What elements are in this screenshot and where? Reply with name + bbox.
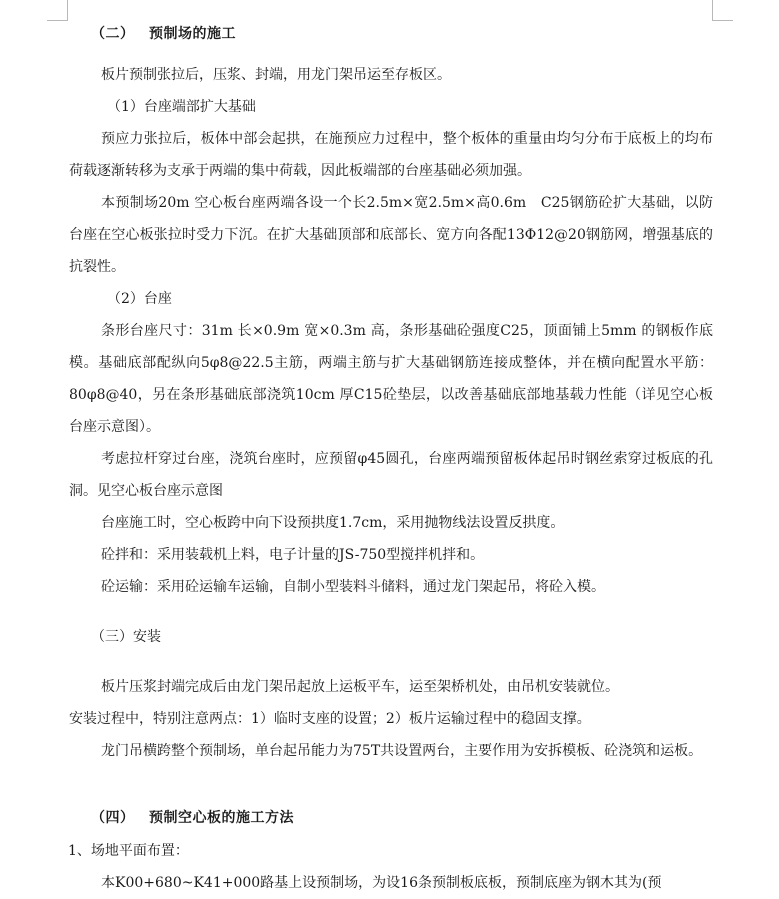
cutoff-text-line: 本K00+680~K41+000路基上设预制场，为设16条预制板底板，预制底座为钢木其为(预 <box>101 875 662 891</box>
page-corner-mark-right <box>712 0 733 21</box>
subsection-heading-2-1: （1）台座端部扩大基础 <box>107 99 256 115</box>
section-number: （四） <box>91 810 135 826</box>
paragraph: 条形台座尺寸：31m 长×0.9m 宽×0.3m 高，条形基础砼强度C25，顶面铺上5mm 的钢板作底模。基础底部配纵向5φ8@22.5主筋，两端主筋与扩大基础钢筋连接成整体，并在横向配置水平筋：80φ8@40，另在条形基础底部浇筑10cm 厚C15砼垫层，以改善基础底部地基载力性能（详见空心板台座示意图）。 <box>69 323 713 435</box>
paragraph: 板片压浆封端完成后由龙门架吊起放上运板平车，运至架桥机处，由吊机安装就位。 <box>101 679 619 695</box>
paragraph: 龙门吊横跨整个预制场，单台起吊能力为75T共设置两台，主要作用为安拆模板、砼浇筑和运板。 <box>101 743 703 759</box>
section-number: （二） <box>91 26 135 42</box>
paragraph: 安装过程中，特别注意两点：1）临时支座的设置；2）板片运输过程中的稳固支撑。 <box>69 711 591 727</box>
paragraph: 预应力张拉后，板体中部会起拱，在施预应力过程中，整个板体的重量由均匀分布于底板上的均布荷载逐渐转移为支承于两端的集中荷载，因此板端部的台座基础必须加强。 <box>69 131 713 179</box>
section-2-intro: 板片预制张拉后，压浆、封端，用龙门架吊运至存板区。 <box>101 67 451 83</box>
paragraph: 砼拌和：采用装载机上料，电子计量的JS-750型搅拌机拌和。 <box>101 547 485 563</box>
paragraph: 台座施工时，空心板跨中向下设预拱度1.7cm，采用抛物线法设置反拱度。 <box>101 515 565 531</box>
page-corner-mark-left <box>47 0 68 21</box>
document-body <box>68 19 713 891</box>
subsection-heading-2-2: （2）台座 <box>107 291 172 307</box>
section-title: 预制空心板的施工方法 <box>149 810 294 826</box>
section-heading-4 <box>69 803 713 833</box>
paragraph: 砼运输：采用砼运输车运输，自制小型装料斗储料，通过龙门架起吊，将砼入模。 <box>101 579 605 595</box>
section-title: 预制场的施工 <box>149 26 236 42</box>
section-heading-2 <box>69 19 713 49</box>
paragraph: 本预制场20m 空心板台座两端各设一个长2.5m×宽2.5m×高0.6m C25钢筋砼扩大基础，以防台座在空心板张拉时受力下沉。在扩大基础顶部和底部长、宽方向各配13Φ12@20钢筋网，增强基底的抗裂性。 <box>69 195 713 275</box>
paragraph: 考虑拉杆穿过台座，浇筑台座时，应预留φ45圆孔，台座两端预留板体起吊时钢丝索穿过板底的孔洞。见空心板台座示意图 <box>69 451 713 499</box>
section-heading-3: （三）安装 <box>91 629 161 645</box>
list-item-1: 1、场地平面布置： <box>68 843 189 859</box>
